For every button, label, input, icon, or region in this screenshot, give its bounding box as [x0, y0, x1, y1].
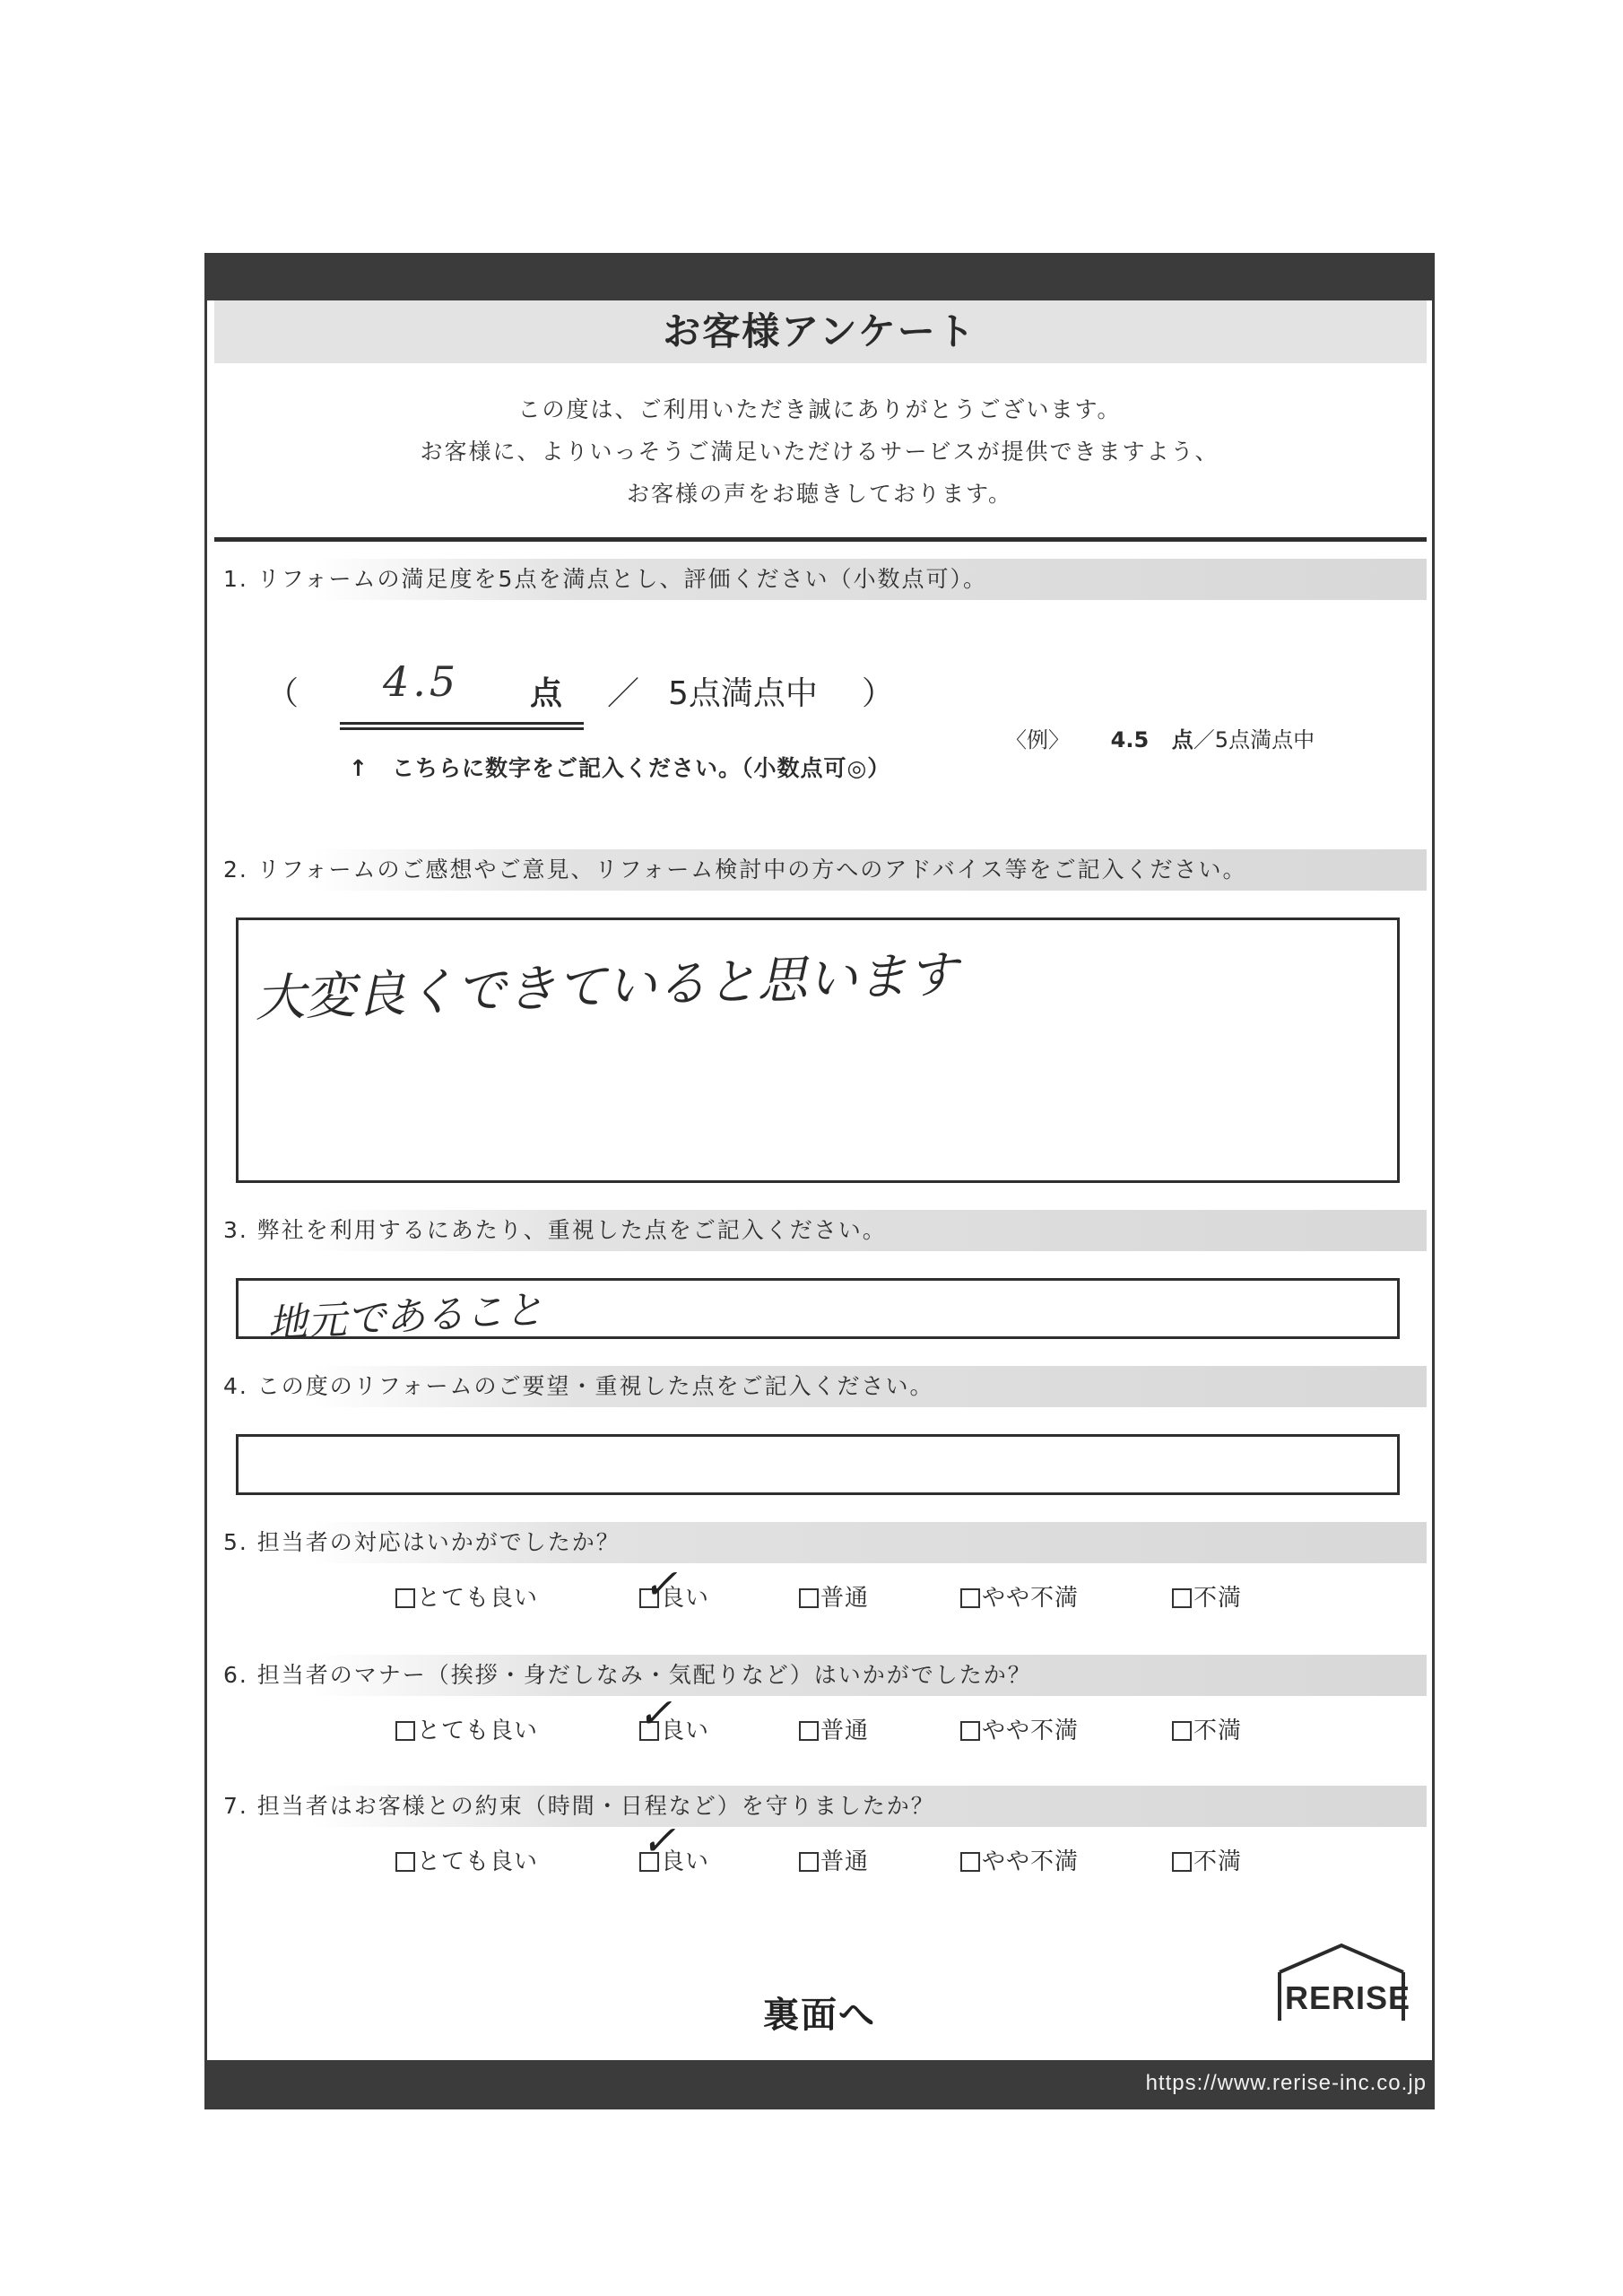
question-2-band: [214, 849, 1427, 891]
option-very-good[interactable]: とても良い: [395, 1579, 538, 1613]
question-1-band: [214, 559, 1427, 600]
question-7-text: 7. 担当者はお客様との約束（時間・日程など）を守りましたか？: [223, 1793, 935, 1819]
checkbox-icon: [799, 1588, 819, 1608]
option-average[interactable]: 普通: [799, 1579, 869, 1613]
question-4-band: [214, 1366, 1427, 1407]
survey-title: お客様アンケート: [663, 309, 976, 353]
answer-3-box[interactable]: [236, 1278, 1400, 1348]
option-good[interactable]: 良い: [639, 1579, 709, 1613]
website-url[interactable]: https://www.rerise-inc.co.jp: [1145, 2071, 1427, 2095]
intro-text: [207, 388, 1432, 515]
question-6-text: 6. 担当者のマナー（挨拶・身だしなみ・気配りなど）はいかがでしたか？: [223, 1662, 1032, 1688]
example-value: 4.5: [1110, 727, 1150, 752]
option-unsatisfied[interactable]: 不満: [1172, 1843, 1242, 1876]
checkbox-icon: [799, 1852, 819, 1872]
question-1-text: 1. リフォームの満足度を5点を満点とし、評価ください（小数点可）。: [223, 566, 987, 592]
score-underline: [340, 727, 584, 730]
close-paren: ）: [862, 675, 895, 712]
bottom-bar: [207, 2060, 1432, 2107]
option-good[interactable]: 良い: [639, 1843, 709, 1876]
option-slightly-unsatisfied[interactable]: やや不満: [960, 1579, 1079, 1613]
option-unsatisfied[interactable]: 不満: [1172, 1579, 1242, 1613]
option-unsatisfied[interactable]: 不満: [1172, 1712, 1242, 1745]
score-example: [1005, 722, 1315, 753]
question-3-text: 3. 弊社を利用するにあたり、重視した点をご記入ください。: [223, 1217, 887, 1243]
example-label: 〈例〉: [1005, 727, 1070, 752]
checkbox-icon: [395, 1588, 415, 1608]
option-slightly-unsatisfied[interactable]: やや不満: [960, 1712, 1079, 1745]
checkbox-icon: [1172, 1721, 1192, 1741]
question-5-text: 5. 担当者の対応はいかがでしたか？: [223, 1529, 621, 1555]
intro-line: お客様の声をお聴きしております。: [626, 481, 1012, 507]
top-bar: [207, 256, 1432, 300]
checkbox-icon: [395, 1721, 415, 1741]
survey-sheet: [204, 253, 1435, 2109]
checkbox-icon: [799, 1721, 819, 1741]
example-suffix: ／5点満点中: [1193, 727, 1315, 752]
score-slash: ／: [607, 675, 640, 712]
answer-3-text: 地元であること: [266, 1286, 545, 1348]
question-7-band: [214, 1786, 1427, 1827]
score-underline: [340, 722, 584, 725]
checkbox-icon: [1172, 1588, 1192, 1608]
answer-2-box[interactable]: [236, 918, 1400, 1183]
question-5-band: [214, 1522, 1427, 1563]
example-unit: 点: [1171, 727, 1193, 752]
back-side-label: 裏面へ: [763, 1995, 876, 2036]
open-paren: （: [266, 675, 299, 712]
answer-2-text: 大変良くできていると思います: [254, 945, 959, 1029]
intro-line: お客様に、よりいっそうご満足いただけるサービスが提供できますよう、: [420, 439, 1219, 465]
checkmark-icon: ✓: [638, 1689, 673, 1737]
rerise-logo: [1274, 1942, 1409, 2022]
divider: [214, 537, 1427, 542]
question-3-band: [214, 1210, 1427, 1251]
option-very-good[interactable]: とても良い: [395, 1843, 538, 1876]
question-6-band: [214, 1655, 1427, 1696]
answer-4-box[interactable]: [236, 1434, 1400, 1495]
score-unit: 点: [530, 675, 563, 712]
checkmark-icon: ✓: [641, 1816, 676, 1865]
score-max-label: 5点満点中: [668, 675, 818, 712]
question-2-text: 2. リフォームのご感想やご意見、リフォーム検討中の方へのアドバイス等をご記入ください。: [223, 857, 1247, 883]
checkbox-icon: [395, 1852, 415, 1872]
option-average[interactable]: 普通: [799, 1843, 869, 1876]
checkbox-icon: [960, 1852, 980, 1872]
option-very-good[interactable]: とても良い: [395, 1712, 538, 1745]
option-average[interactable]: 普通: [799, 1712, 869, 1745]
checkbox-icon: [960, 1721, 980, 1741]
option-good[interactable]: 良い: [639, 1712, 709, 1745]
question-4-text: 4. この度のリフォームのご要望・重視した点をご記入ください。: [223, 1373, 934, 1399]
score-hint: ↑ こちらに数字をご記入ください。（小数点可◎）: [349, 755, 891, 781]
checkmark-icon: ✓: [643, 1560, 678, 1608]
logo-text: RERISE: [1285, 1979, 1411, 2016]
checkbox-icon: [1172, 1852, 1192, 1872]
checkbox-icon: [960, 1588, 980, 1608]
option-slightly-unsatisfied[interactable]: やや不満: [960, 1843, 1079, 1876]
score-input[interactable]: 4.5: [383, 657, 460, 706]
intro-line: この度は、ご利用いただき誠にありがとうございます。: [517, 396, 1122, 422]
